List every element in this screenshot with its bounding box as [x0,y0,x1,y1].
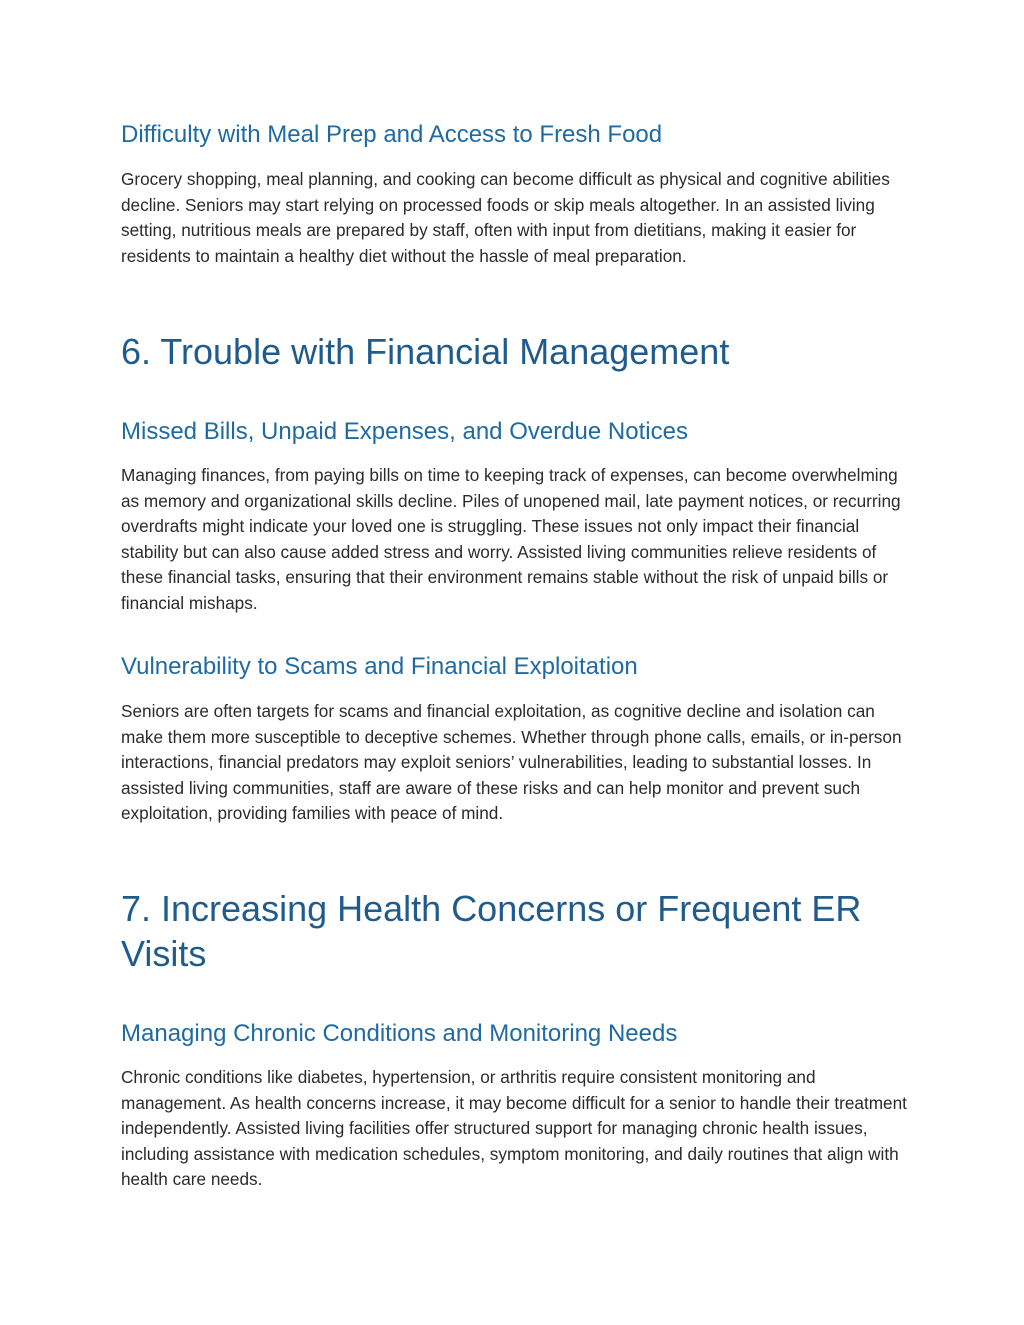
section-title-health-concerns: 7. Increasing Health Concerns or Frequent ER Visits [121,888,862,974]
section-title-financial-management: 6. Trouble with Financial Management [121,331,730,372]
subheading-missed-bills: Missed Bills, Unpaid Expenses, and Overdue Notices [121,418,688,445]
paragraph-missed-bills: Managing finances, from paying bills on time to keeping track of expenses, can become overwhelming as memory and organizational skills decline. Piles of unopened mail, late payment notices, or recurring overdrafts might indicate your loved one is struggling. These issues not only impact their financial stability but can also cause added stress and worry. Assisted living communities relieve residents of these financial tasks, ensuring that their environment remains stable without the risk of unpaid bills or financial mishaps. [121,465,901,613]
paragraph-chronic-conditions: Chronic conditions like diabetes, hypertension, or arthritis require consistent monitoring and management. As health concerns increase, it may become difficult for a senior to handle their treatment independently. Assisted living facilities offer structured support for managing chronic health issues, including assistance with medication schedules, symptom monitoring, and daily routines that align with health care needs. [121,1067,907,1190]
subheading-meal-prep: Difficulty with Meal Prep and Access to Fresh Food [121,121,663,148]
paragraph-meal-prep: Grocery shopping, meal planning, and cooking can become difficult as physical and cognitive abilities decline. Seniors may start relying on processed foods or skip meals altogether. In an assisted living setting, nutritious meals are prepared by staff, often with input from dietitians, making it easier for residents to maintain a healthy diet without the hassle of meal preparation. [121,169,890,266]
paragraph-scams: Seniors are often targets for scams and financial exploitation, as cognitive decline and isolation can make them more susceptible to deceptive schemes. Whether through phone calls, emails, or in-person interactions, financial predators may exploit seniors’ vulnerabilities, leading to substantial losses. In assisted living communities, staff are aware of these risks and can help monitor and prevent such exploitation, providing families with peace of mind. [121,701,902,824]
subheading-chronic-conditions: Managing Chronic Conditions and Monitoring Needs [121,1020,678,1047]
subheading-scams: Vulnerability to Scams and Financial Exploitation [121,653,638,680]
